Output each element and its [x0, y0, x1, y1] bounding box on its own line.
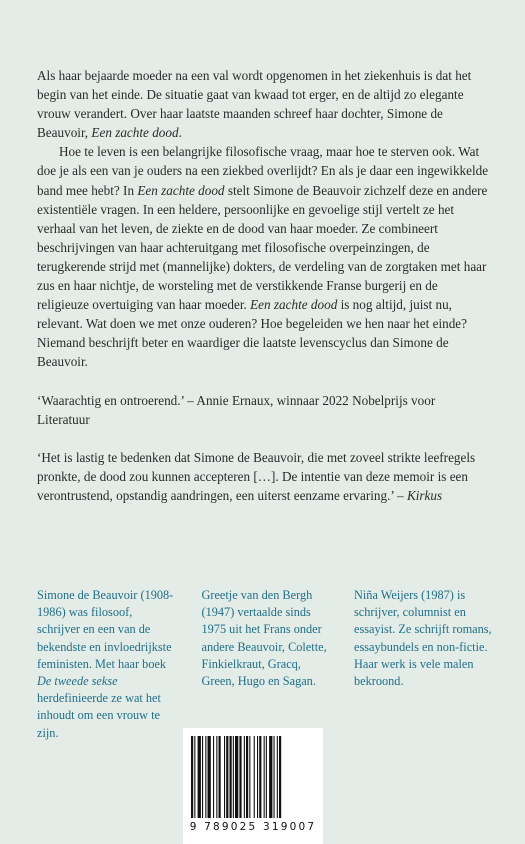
barcode-bar	[208, 736, 211, 818]
translator-bio: Greetje van den Bergh (1947) vertaalde sinds 1975 uit het Frans onder andere Beauvoir, Colette, Finkielkraut, Gracq, Green, Hugo en Sagan.	[201, 588, 327, 689]
barcode-bar	[279, 736, 281, 818]
afterword-author-bio: Niña Weijers (1987) is schrijver, columnist en essayist. Ze schrijft romans, essaybundels en non-fictie. Haar werk is vele malen bekroond.	[354, 588, 492, 689]
barcode-bar	[246, 736, 248, 818]
barcode-bar	[219, 736, 221, 818]
book-title: Een zachte dood	[137, 182, 225, 198]
barcode-bar	[191, 736, 193, 818]
barcode-bar	[205, 736, 206, 818]
barcode-bar	[202, 736, 203, 818]
intro-paragraph: Als haar bejaarde moeder na een val wordt opgenomen in het ziekenhuis is dat het begin van het einde. De situatie gaat van kwaad tot erger, en de altijd zo elegante vrouw verandert. Over haar laatste maanden schreef haar dochter, Simone de Beauvoir, Een zachte dood.	[37, 68, 472, 141]
barcode-bar	[213, 736, 214, 818]
barcode-bar	[198, 736, 201, 818]
barcode-bar	[230, 736, 232, 818]
barcode-bar	[259, 736, 261, 818]
barcode-bar	[235, 736, 238, 818]
review-quote-ernaux: ‘Waarachtig en ontroerend.’ – Annie Ernaux, winnaar 2022 Nobelprijs voor Literatuur	[37, 392, 436, 427]
body-paragraph: Hoe te leven is een belangrijke filosofische vraag, maar hoe te sterven ook. Wat doe je als een van je ouders na een ziekbed overlijdt? En als je daar een ingewikkelde band mee hebt? In Een zachte dood stelt Simone de Beauvoir zichzelf deze en andere existentiële vragen. In een heldere, persoonlijke en gevoelige stijl vertelt ze het verhaal van het leven, de ziekte en de dood van haar moeder. Ze combineert beschrijvingen van haar achteruitgang met filosofische overpeinzingen, de terugkerende strijd met (mannelijke) dokters, de verdeling van de zorgtaken met haar zus en haar nichtje, de worsteling met de verstikkende Franse burgerij en de religieuze overtuiging van haar moeder. Een zachte dood is nog altijd, juist nu, relevant. Wat doen we met onze ouderen? Hoe begeleiden we hen naar het einde? Niemand beschrijft beter en waardiger die laatste levenscyclus dan Simone de Beauvoir.	[37, 144, 489, 370]
barcode-bar	[244, 736, 245, 818]
review-quote-kirkus: ‘Het is lastig te bedenken dat Simone de Beauvoir, die met zoveel strikte leefregels pronkte, de dood zou kunnen accepteren […]. De intentie van deze memoir is een verontrustend, opstandig aandringen, een uiterst eenzame ervaring.’ – Kirkus	[37, 449, 476, 503]
barcode-bar	[254, 736, 255, 818]
book-title: De tweede sekse	[37, 674, 118, 689]
barcode-bar	[226, 736, 228, 818]
quote-source: Kirkus	[406, 487, 443, 503]
barcode-bar	[266, 736, 267, 818]
barcode-bar	[239, 736, 241, 818]
barcode-bar	[274, 736, 275, 818]
barcode-bar	[194, 736, 195, 818]
isbn-number: 9 789025 319007	[189, 821, 317, 833]
book-title: Een zachte dood	[91, 125, 179, 141]
barcode-bar	[264, 736, 265, 818]
back-cover-blurb	[37, 66, 490, 505]
barcode-bar	[216, 736, 217, 818]
contributor-bios	[37, 587, 492, 742]
book-title: Een zachte dood	[250, 297, 338, 313]
barcode	[183, 728, 323, 844]
barcode-bar	[277, 736, 278, 818]
barcode-bar	[224, 736, 225, 818]
barcode-bar	[257, 736, 258, 818]
barcode-bar	[269, 736, 272, 818]
barcode-bars	[189, 736, 317, 818]
author-bio: Simone de Beauvoir (1908-1986) was filosoof, schrijver en een van de bekendste en invloedrijkste feministen. Met haar boek De tweede sekse herdefinieerde ze wat het inhoudt om een vrouw te zijn.	[37, 588, 174, 740]
barcode-bar	[249, 736, 250, 818]
barcode-bar	[233, 736, 234, 818]
